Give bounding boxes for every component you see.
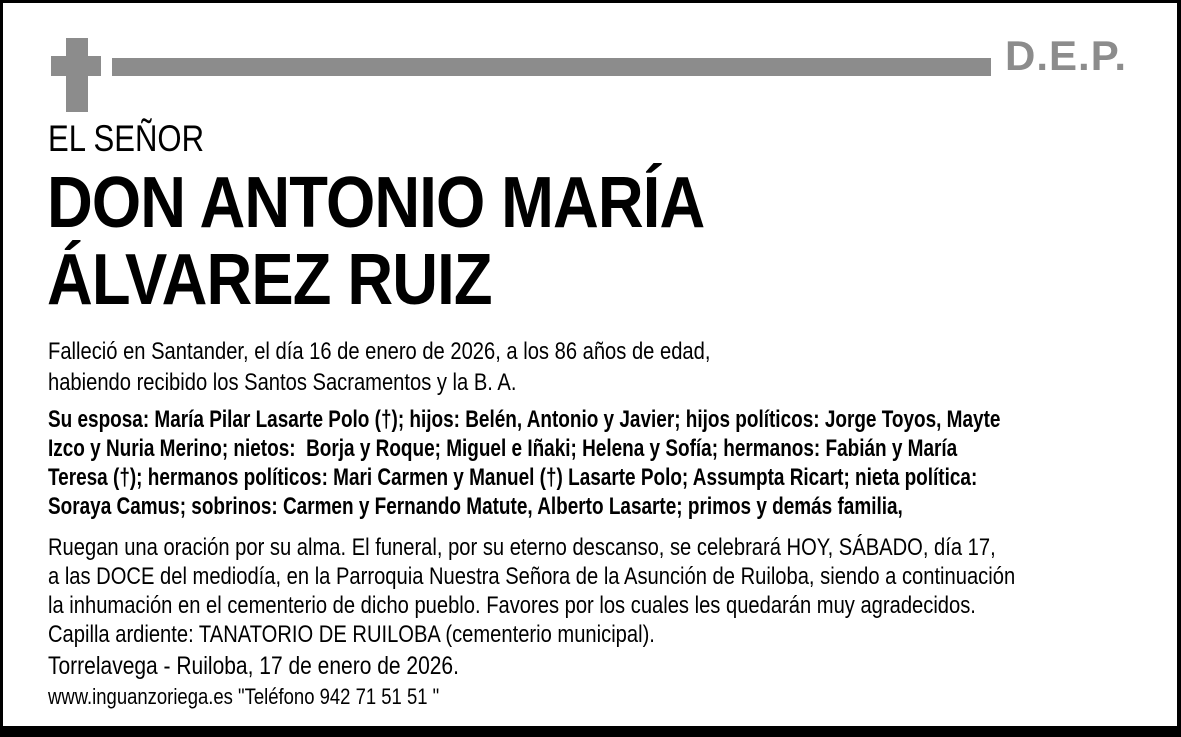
deceased-name	[47, 165, 794, 319]
family-line3: Teresa (†); hermanos políticos: Mari Carmen y Manuel (†) Lasarte Polo; Assumpta Ricart; nieta política:	[48, 464, 978, 491]
deceased-name-line1: DON ANTONIO MARÍA	[47, 163, 705, 243]
dateline-text: Torrelavega - Ruiloba, 17 de enero de 2026.	[48, 652, 459, 680]
family-paragraph	[48, 405, 1181, 521]
funeral-line1: Ruegan una oración por su alma. El funeral, por su eterno descanso, se celebrará HOY, SÁBADO, día 17,	[48, 534, 996, 561]
header-rule	[112, 58, 991, 76]
contact-text: www.inguanzoriega.es "Teléfono 942 71 51 51 "	[48, 684, 440, 709]
family-line1: Su esposa: María Pilar Lasarte Polo (†); hijos: Belén, Antonio y Javier; hijos políticos: Jorge Toyos, Mayte	[48, 406, 1001, 433]
death-statement	[48, 336, 837, 398]
deceased-name-line2: ÁLVAREZ RUIZ	[47, 240, 492, 320]
family-line4: Soraya Camus; sobrinos: Carmen y Fernando Matute, Alberto Lasarte; primos y demás familia,	[48, 493, 903, 520]
funeral-paragraph	[48, 533, 1181, 649]
cross-horizontal-bar	[51, 56, 101, 76]
contact-info	[48, 684, 514, 710]
dateline	[48, 652, 537, 681]
honorific-text: EL SEÑOR	[48, 118, 205, 159]
family-line2: Izco y Nuria Merino; nietos: Borja y Roque; Miguel e Iñaki; Helena y Sofía; hermanos: Fabián y María	[48, 435, 958, 462]
funeral-line3: la inhumación en el cementerio de dicho pueblo. Favores por los cuales les quedarán muy agradecidos.	[48, 592, 976, 619]
death-statement-line1: Falleció en Santander, el día 16 de enero de 2026, a los 86 años de edad,	[48, 338, 711, 365]
honorific	[48, 119, 234, 159]
funeral-line2: a las DOCE del mediodía, en la Parroquia Nuestra Señora de la Asunción de Ruiloba, siendo a continuación	[48, 563, 1016, 590]
dep-label: D.E.P.	[1005, 32, 1127, 79]
death-statement-line2: habiendo recibido los Santos Sacramentos y la B. A.	[48, 369, 517, 396]
funeral-line4: Capilla ardiente: TANATORIO DE RUILOBA (cementerio municipal).	[48, 621, 655, 648]
